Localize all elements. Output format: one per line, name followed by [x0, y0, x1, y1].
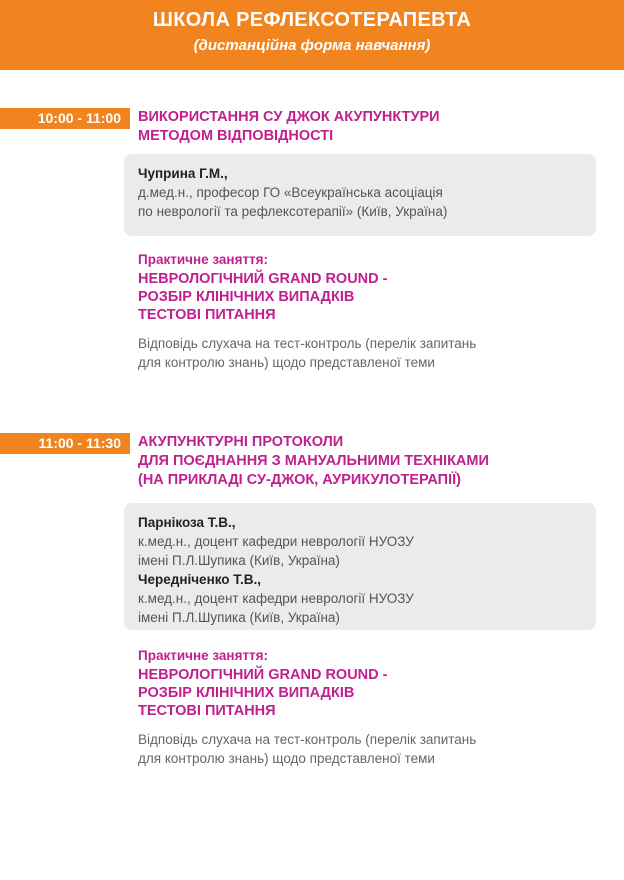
practical-title	[138, 270, 578, 324]
speaker-name: Парнікоза Т.В.,	[138, 515, 236, 530]
practical-label: Практичне заняття:	[138, 648, 269, 663]
practical-description-line: Відповідь слухача на тест-контроль (перелік запитань	[138, 336, 477, 351]
practical-description	[138, 730, 578, 768]
session-time: 10:00 - 11:00	[0, 108, 130, 129]
practical-title-line: НЕВРОЛОГІЧНИЙ GRAND ROUND -	[138, 271, 388, 287]
practical-title-line: РОЗБІР КЛІНІЧНИХ ВИПАДКІВ	[138, 685, 355, 701]
session-time: 11:00 - 11:30	[0, 433, 130, 454]
session-title-line: МЕТОДОМ ВІДПОВІДНОСТІ	[138, 128, 334, 144]
practical-title-line: ТЕСТОВІ ПИТАННЯ	[138, 703, 276, 719]
practical-title-line: НЕВРОЛОГІЧНИЙ GRAND ROUND -	[138, 667, 388, 683]
page-subtitle: (дистанційна форма навчання)	[193, 37, 431, 54]
speaker-box	[124, 503, 596, 630]
speaker-affiliation: імені П.Л.Шупика (Київ, Україна)	[138, 610, 340, 625]
speaker-name: Чередніченко Т.В.,	[138, 572, 262, 587]
practical-title-line: РОЗБІР КЛІНІЧНИХ ВИПАДКІВ	[138, 289, 355, 305]
speaker-affiliation: по неврології та рефлексотерапії» (Київ, Україна)	[138, 204, 448, 219]
practical-description	[138, 334, 578, 372]
speaker-affiliation: д.мед.н., професор ГО «Всеукраїнська асоціація	[138, 185, 443, 200]
page-header	[0, 0, 624, 70]
session-title-line: АКУПУНКТУРНІ ПРОТОКОЛИ	[138, 434, 344, 450]
speaker-affiliation: к.мед.н., доцент кафедри неврології НУОЗУ	[138, 534, 414, 549]
practical-session	[138, 647, 578, 768]
practical-title	[138, 666, 578, 720]
practical-session	[138, 251, 578, 372]
session-title	[138, 108, 578, 146]
practical-title-line: ТЕСТОВІ ПИТАННЯ	[138, 307, 276, 323]
session-title-line: ДЛЯ ПОЄДНАННЯ З МАНУАЛЬНИМИ ТЕХНІКАМИ	[138, 453, 489, 469]
practical-description-line: для контролю знань) щодо представленої теми	[138, 751, 435, 766]
practical-label: Практичне заняття:	[138, 252, 269, 267]
session-title-line: (НА ПРИКЛАДІ СУ-ДЖОК, АУРИКУЛОТЕРАПІЇ)	[138, 472, 461, 488]
page-title: ШКОЛА РЕФЛЕКСОТЕРАПЕВТА	[152, 9, 472, 31]
session-title-line: ВИКОРИСТАННЯ СУ ДЖОК АКУПУНКТУРИ	[138, 109, 440, 125]
session-title	[138, 433, 578, 490]
practical-description-line: Відповідь слухача на тест-контроль (перелік запитань	[138, 732, 477, 747]
speaker-affiliation: к.мед.н., доцент кафедри неврології НУОЗУ	[138, 591, 414, 606]
speaker-affiliation: імені П.Л.Шупика (Київ, Україна)	[138, 553, 340, 568]
speaker-name: Чуприна Г.М.,	[138, 166, 228, 181]
speaker-box	[124, 154, 596, 236]
practical-description-line: для контролю знань) щодо представленої теми	[138, 355, 435, 370]
